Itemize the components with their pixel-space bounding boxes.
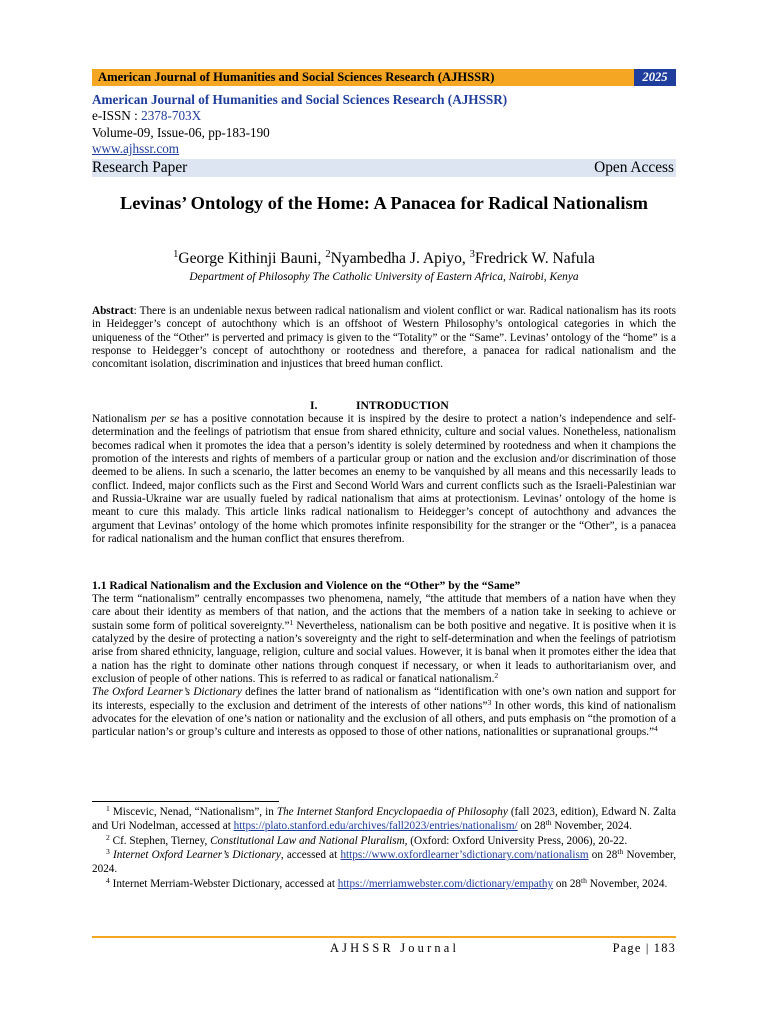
- author-name: George Kithinji Bauni,: [178, 250, 326, 267]
- footnote-link[interactable]: https://www.oxfordlearner’sdictionary.com/nationalism: [340, 849, 589, 862]
- footnote-text: November, 2024.: [551, 819, 632, 832]
- subsection-heading: 1.1 Radical Nationalism and the Exclusion and Violence on the “Other” by the “Same”: [92, 579, 521, 592]
- author-name: Fredrick W. Nafula: [474, 250, 595, 267]
- footnote-number: 3: [106, 847, 110, 857]
- issn: [92, 108, 676, 124]
- footnote: [92, 875, 676, 892]
- footnote-text: , accessed at: [280, 849, 341, 862]
- footnote-italic: Internet Oxford Learner’s Dictionary: [113, 849, 281, 862]
- issn-label: e-ISSN :: [92, 108, 142, 124]
- footnote-number: 4: [106, 875, 110, 885]
- footnote-text: , (Oxford: Oxford University Press, 2006), 20-22.: [404, 834, 628, 847]
- footnote-number: 1: [106, 803, 110, 813]
- header-year: 2025: [634, 69, 676, 86]
- introduction-paragraph: [92, 413, 676, 546]
- footnote-text: Miscevic, Nenad, “Nationalism”, in: [109, 806, 277, 818]
- footnote-link[interactable]: https://plato.stanford.edu/archives/fall2023/entries/nationalism/: [233, 819, 518, 832]
- section-title: INTRODUCTION: [356, 399, 449, 412]
- footer-divider: [92, 936, 676, 938]
- abstract-label: Abstract: [92, 305, 134, 317]
- footnote-text: (fall 2023, edition), Edward N. Zalta and Uri Nodelman, accessed at: [92, 806, 676, 832]
- footnote: [92, 803, 676, 834]
- abstract: [92, 305, 676, 372]
- footnote: [92, 849, 676, 877]
- issn-value: 2378-703X: [141, 108, 202, 124]
- paragraph-text: In other words, this kind of nationalism advocates for the elevation of one’s nation or nationality and the exclusion of all others, and puts emphasis on “the promotion of a particular nation’s or group’s culture and interests as opposed to those of other nations, nationalities or supranational groups.”: [92, 699, 676, 739]
- ordinal-suffix: th: [545, 817, 552, 827]
- dictionary-title: The Oxford Learner’s Dictionary: [92, 686, 242, 699]
- journal-website-link[interactable]: www.ajhssr.com: [92, 141, 180, 157]
- authors: [92, 250, 676, 268]
- footnote-divider: [92, 801, 279, 802]
- footnotes: [92, 803, 677, 893]
- footnote: [92, 832, 676, 849]
- journal-name: American Journal of Humanities and Social Sciences Research (AJHSSR): [92, 92, 508, 107]
- intro-text: has a positive connotation because it is inspired by the desire to protect a nation’s independence and self-determination and the feelings of patriotism that ensue from shared ethnicity, culture and social values. Nonetheless, nationalism becomes radical when it promotes the idea that a person’s identity is solely determined by rootedness and when it champions the promotion of the interests and rights of members of a particular group or nation and the exclusion and/or discrimination of those deemed to be aliens. In such a scenario, the latter becomes an enemy to be vanquished by all means and this necessarily leads to conflict. Indeed, major conflicts such as the First and Second World Wars and current conflicts such as the Israeli-Palestinian war and Russia-Ukraine war are usually fueled by radical nationalism that aims at protectionism. Levinas’ ontology of the home is meant to cure this malady. This article links radical nationalism to Heidegger’s concept of autochthony and advances the argument that Levinas’ ontology of the home which promotes infinite responsibility for the stranger or the “Other”, is a panacea for radical nationalism and the human conflict that ensures therefrom.: [92, 413, 677, 546]
- paragraph: [92, 686, 676, 739]
- author-sup: 2: [325, 249, 331, 261]
- footnote-italic: The Internet Stanford Encyclopaedia of Philosophy: [276, 806, 508, 818]
- subsection-body: [92, 593, 676, 740]
- ordinal-suffix: th: [581, 875, 587, 885]
- footnote-italic: Constitutional Law and National Pluralism: [210, 834, 405, 847]
- footnote-text: Cf. Stephen, Tierney,: [109, 834, 211, 847]
- abstract-text: : There is an undeniable nexus between radical nationalism and violent conflict or war. Radical nationalism has its roots in Heidegger’s concept of autochthony which is an offshoot of Western Philosophy’s ontological categories in which the uniqueness of the “Other” is perverted and primacy is given to the “Totality” or the “Same”. Levinas’ ontology of the “home” is a response to Heidegger’s concept of autochthony or rootedness and therefore, a panacea for radical nationalism and the concomitant isolation, discrimination and injustices that breed human conflict.: [92, 305, 676, 371]
- paragraph-text: The term “nationalism” centrally encompasses two phenomena, namely, “the attitude that members of a nation have when they care about their identity as members of that nation, and the actions that the members of a nation take in seeking to achieve or sustain some form of political sovereignty.”: [92, 593, 676, 632]
- journal-header-bar: [92, 69, 676, 86]
- footnote-ref[interactable]: 4: [654, 724, 658, 734]
- footnote-link[interactable]: https://merriamwebster.com/dictionary/empathy: [337, 877, 554, 890]
- paragraph-text: Nevertheless, nationalism can be both positive and negative. It is positive when it is catalyzed by the desire of protecting a nation’s sovereignty and the right to self-determination and when the feelings of patriotism arise from shared ethnicity, language, religion, culture and social values. However, it is banal when it promotes either the idea that a nation has the right to dominate other nations through conquest if necessary, or when it leads to authoritarianism over, and exclusion of people of other nations. This is referred to as radical or fanatical nationalism.: [92, 619, 676, 686]
- paragraph-text: defines the latter brand of nationalism as “identification with one’s own nation and support for its interests, especially to the exclusion and detriment of the interests of other nations”: [92, 686, 676, 712]
- footnote-text: November, 2024.: [586, 877, 668, 890]
- footnote-text: on 28: [517, 819, 546, 832]
- ordinal-suffix: th: [617, 847, 624, 857]
- header-journal-name: American Journal of Humanities and Social Sciences Research (AJHSSR): [98, 70, 495, 84]
- footnote-number: 2: [106, 832, 110, 842]
- footnote-ref[interactable]: 1: [289, 617, 294, 627]
- footnote-text: Internet Merriam-Webster Dictionary, accessed at: [109, 877, 338, 890]
- footnote-text: on 28: [588, 849, 618, 862]
- affiliation: Department of Philosophy The Catholic University of Eastern Africa, Nairobi, Kenya: [189, 271, 579, 283]
- volume-issue: Volume-09, Issue-06, pp-183-190: [92, 124, 270, 140]
- footer-journal: AJHSSR Journal: [330, 941, 460, 955]
- footnote-ref[interactable]: 3: [487, 697, 492, 707]
- author-sup: 3: [469, 249, 475, 261]
- paper-type-bar: [92, 159, 676, 177]
- footnote-text: on 28: [553, 877, 582, 890]
- paragraph: [92, 593, 676, 686]
- author-sup: 1: [173, 249, 179, 261]
- author-name: Nyambedha J. Apiyo,: [330, 250, 470, 267]
- journal-info: [92, 92, 676, 158]
- page-number: Page | 183: [612, 941, 676, 955]
- paper-title: Levinas’ Ontology of the Home: A Panacea for Radical Nationalism: [119, 193, 649, 213]
- intro-lead: Nationalism: [92, 413, 151, 425]
- footnote-ref[interactable]: 2: [494, 670, 499, 680]
- footnote-text: November, 2024.: [92, 849, 677, 876]
- intro-lead-italic: per se: [150, 413, 180, 425]
- access-type: Open Access: [594, 159, 674, 176]
- paper-type: Research Paper: [92, 159, 188, 176]
- section-number: I.: [310, 399, 318, 412]
